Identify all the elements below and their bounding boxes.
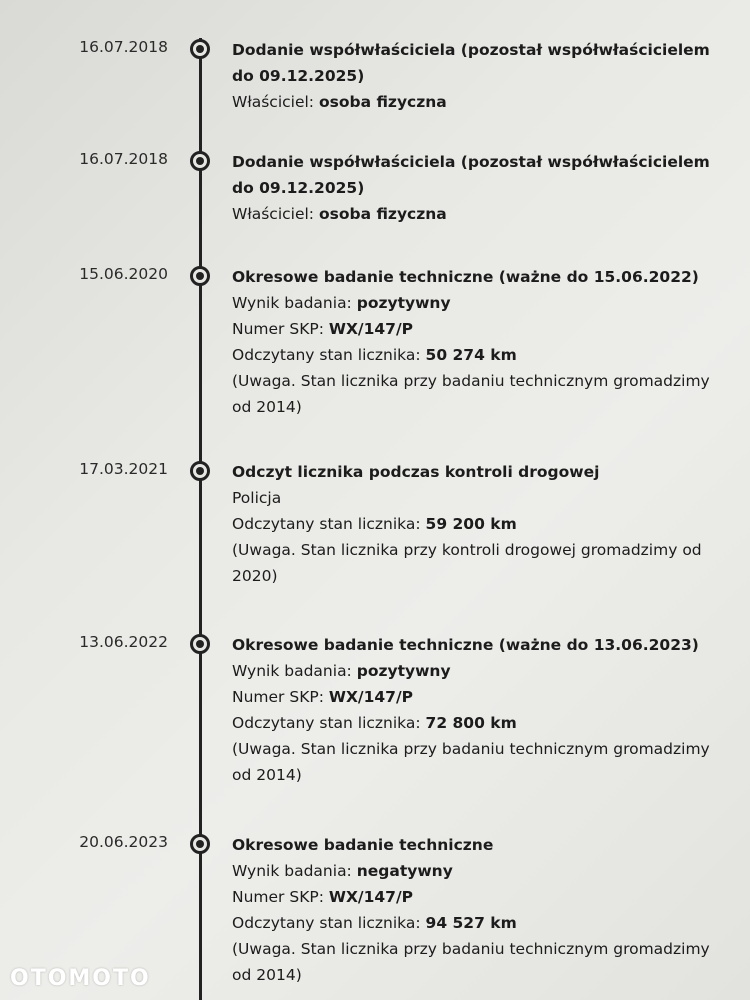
detail-label: Odczytany stan licznika: xyxy=(232,714,421,732)
detail-label: Właściciel: xyxy=(232,205,315,223)
event-title: Okresowe badanie techniczne (ważne do 13.06.2023) xyxy=(232,636,699,654)
detail-value: osoba fizyczna xyxy=(318,93,447,111)
detail-label: Numer SKP: xyxy=(232,688,324,706)
event-title: Okresowe badanie techniczne (ważne do 15.06.2022) xyxy=(232,268,699,286)
timeline-dot-icon xyxy=(190,461,210,481)
event-content xyxy=(232,264,727,420)
event-date: 16.07.2018 xyxy=(79,150,168,168)
detail-label: Odczytany stan licznika: xyxy=(232,515,421,533)
detail-label: Numer SKP: xyxy=(232,888,324,906)
event-content xyxy=(232,459,727,589)
event-detail-row xyxy=(232,658,727,684)
detail-label: Odczytany stan licznika: xyxy=(232,914,421,932)
detail-value: WX/147/P xyxy=(328,320,413,338)
detail-label: Właściciel: xyxy=(232,93,315,111)
event-content xyxy=(232,149,727,227)
detail-value: 50 274 km xyxy=(425,346,517,364)
detail-label: Wynik badania: xyxy=(232,294,352,312)
detail-label: Numer SKP: xyxy=(232,320,324,338)
detail-value: osoba fizyczna xyxy=(318,205,447,223)
timeline-dot-icon xyxy=(190,266,210,286)
event-title: Odczyt licznika podczas kontroli drogowej xyxy=(232,463,600,481)
event-date: 20.06.2023 xyxy=(79,833,168,851)
detail-label: Wynik badania: xyxy=(232,662,352,680)
detail-value: WX/147/P xyxy=(328,888,413,906)
event-detail-row xyxy=(232,684,727,710)
event-detail-row xyxy=(232,290,727,316)
event-detail-row xyxy=(232,316,727,342)
timeline-line xyxy=(199,38,202,1000)
event-date: 13.06.2022 xyxy=(79,633,168,651)
event-date: 15.06.2020 xyxy=(79,265,168,283)
event-detail-row xyxy=(232,201,727,227)
event-detail-row xyxy=(232,89,727,115)
timeline-dot-icon xyxy=(190,834,210,854)
detail-value: 59 200 km xyxy=(425,515,517,533)
event-date: 17.03.2021 xyxy=(79,460,168,478)
event-detail-row xyxy=(232,342,727,368)
detail-value: 72 800 km xyxy=(425,714,517,732)
otomoto-watermark: OTOMOTO xyxy=(10,966,151,991)
detail-label: Odczytany stan licznika: xyxy=(232,346,421,364)
event-detail-row xyxy=(232,485,727,511)
event-note: (Uwaga. Stan licznika przy badaniu technicznym gromadzimy od 2014) xyxy=(232,940,710,984)
event-note: (Uwaga. Stan licznika przy kontroli drogowej gromadzimy od 2020) xyxy=(232,541,702,585)
detail-value: pozytywny xyxy=(356,294,451,312)
event-content xyxy=(232,832,727,988)
detail-value: negatywny xyxy=(356,862,453,880)
detail-value: WX/147/P xyxy=(328,688,413,706)
timeline-dot-icon xyxy=(190,39,210,59)
event-title: Okresowe badanie techniczne xyxy=(232,836,494,854)
detail-value: 94 527 km xyxy=(425,914,517,932)
event-date: 16.07.2018 xyxy=(79,38,168,56)
event-title: Dodanie współwłaściciela (pozostał współwłaścicielem do 09.12.2025) xyxy=(232,153,710,197)
event-note: (Uwaga. Stan licznika przy badaniu technicznym gromadzimy od 2014) xyxy=(232,740,710,784)
event-detail-row xyxy=(232,710,727,736)
event-detail-row xyxy=(232,858,727,884)
event-note: (Uwaga. Stan licznika przy badaniu technicznym gromadzimy od 2014) xyxy=(232,372,710,416)
detail-value: pozytywny xyxy=(356,662,451,680)
timeline-dot-icon xyxy=(190,634,210,654)
event-detail-row xyxy=(232,910,727,936)
event-detail-row xyxy=(232,511,727,537)
event-detail-row xyxy=(232,884,727,910)
timeline-dot-icon xyxy=(190,151,210,171)
event-content xyxy=(232,632,727,788)
event-content xyxy=(232,37,727,115)
event-title: Dodanie współwłaściciela (pozostał współwłaścicielem do 09.12.2025) xyxy=(232,41,710,85)
detail-label: Policja xyxy=(232,489,282,507)
detail-label: Wynik badania: xyxy=(232,862,352,880)
